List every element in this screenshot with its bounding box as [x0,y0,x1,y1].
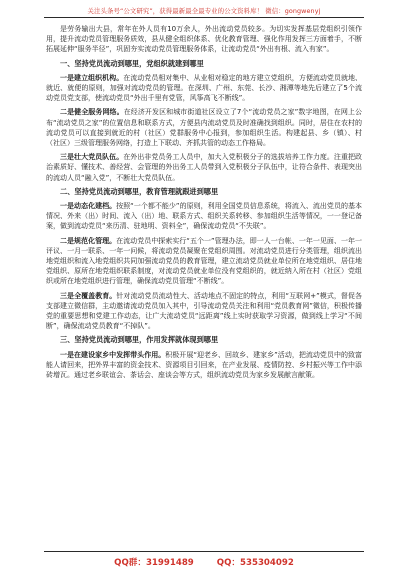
document-body [46,24,362,384]
footer-divider [44,551,364,552]
paragraph-lead: 二是规范化管理。 [60,236,117,245]
section-heading: 二、坚持党员流动到哪里，教育管理就跟进到哪里 [60,186,219,196]
paragraph-text: 在经济开发区和城市街道社区设立了7个“流动党员之家”数字地图，在网上公布“流动党员之家”的位置信息和联系方式，方便县内流动党员及时准确找到组织。同时，居住在农村的流动党员可以直接到就近的村（社区）党群服务中心报到，参加组织生活。构建起县、乡（镇）、村（社区）三级管理服务网络，打造上下联动、齐抓共管的动态工作格局。 [46,108,362,148]
section-heading: 三、坚持党员流动到哪里，作用发挥就体现到哪里 [60,335,219,345]
header-divider [44,17,364,18]
paragraph-lead: 三是壮大党员队伍。 [60,153,124,162]
paragraph-lead: 二是健全服务网络。 [60,108,124,117]
paragraph-text: 按照“一个都不能少”的原则，利用全国党员信息系统，将流入、流出党员的基本情况、外来（出）时间、流入（出）地、联系方式、组织关系转移、参加组织生活等情况，一一登记备案，做到流动党员“来历清、驻地明、资料全”，确保流动党员“不失联”。 [46,202,362,231]
paragraph-text: 积极开展“迎老乡、回故乡、建家乡”活动，把流动党员中的致富能人请回来，把外界丰富的资金技术、资源项目引回来，在产业发展、疫情防控、乡村振兴等工作中添砖增瓦。通过老乡联谊会、茶话会、座谈会等方式，组织流动党员为家乡发展献言献策。 [46,350,362,380]
paragraph-lead: 三是全覆盖教育。 [60,291,117,300]
paragraph-lead: 一是建立组织机构。 [60,73,124,82]
body-paragraph [46,350,362,381]
paragraph-text: 在外出非党员务工人员中，加大入党积极分子的选拔培养工作力度。注重把政治素质好、懂技术、善经营、会管理的外出务工人员带到入党积极分子队伍中，让符合条件、表现突出的流动人员“融入党”，不断壮大党员队伍。 [46,153,363,182]
body-paragraph [46,291,362,332]
body-paragraph [46,107,362,148]
body-paragraph [46,73,362,104]
body-paragraph [46,152,362,183]
footer-qq: QQ：535304092 [216,558,294,568]
footer-contact [0,556,408,568]
body-paragraph [46,236,362,287]
paragraph-text: 在流动党员中探索实行“五个一”管理办法，即一人一台帐、一年一见面、一年一评议、一月一联系、一年一问候，将流动党员凝聚在党组织周围。对流动党员进行分类管理，组织流出地党组织和流入地党组织共同加强流动党员的教育管理，建立流动党员就业单位所在地党组织、居住地党组织、原所在地党组织联系制度，对流动党员就业单位没有党组织的，就近纳入所在村（社区）党组织或所在地党组织进行管理，确保流动党员管理“不断线”。 [46,236,362,286]
paragraph-text: 在流动党员相对集中、从业相对稳定的地方建立党组织，方便流动党员就地、就近、就便的原则，加强对流动党员的管理。在深圳、广州、东莞、长沙、湘潭等地先后建立了5个流动党员党支部，使流动党员“外出千里有党管，风筝高飞不断线”。 [46,73,363,103]
paragraph-text: 是劳务输出大县，常年在外人员有10万余人，外出流动党员较多。为切实发挥基层党组织引领作用，提升流动党员管理服务质效，县从健全组织体系、优化教育管理、强化作用发挥三方面着手，不断拓展延伸“服务半径”，巩固夯实流动党员管理服务体系，让流动党员“外出有根、流入有家”。 [46,25,362,54]
paragraph-lead: 一是动态化建档。 [60,202,117,211]
body-paragraph [46,24,362,55]
section-heading: 一、坚持党员流动到哪里，党组织就建到哪里 [60,58,204,68]
footer-qq-group: QQ群：31991489 [114,558,194,568]
body-paragraph [46,201,362,232]
paragraph-lead: 一是在建设家乡中发挥带头作用。 [60,350,166,359]
header-banner: 关注头条号“公文研究”，获得最新最全最专业的公文资料库！ 微信：gongwenyj [87,7,321,15]
paragraph-text: 针对流动党员流动性大、活动地点不固定的特点，利用“互联网+”模式，督促各支部建立微信群，主动邀请流动党员加入其中，引导流动党员关注和利用“党员教育网”微信，积极传播党的重要思想和党建工作动态，让广大流动党员“远距离”线上实时获取学习资源，做到线上学习“不间断”，确保流动党员教育“不掉队”。 [46,291,362,331]
